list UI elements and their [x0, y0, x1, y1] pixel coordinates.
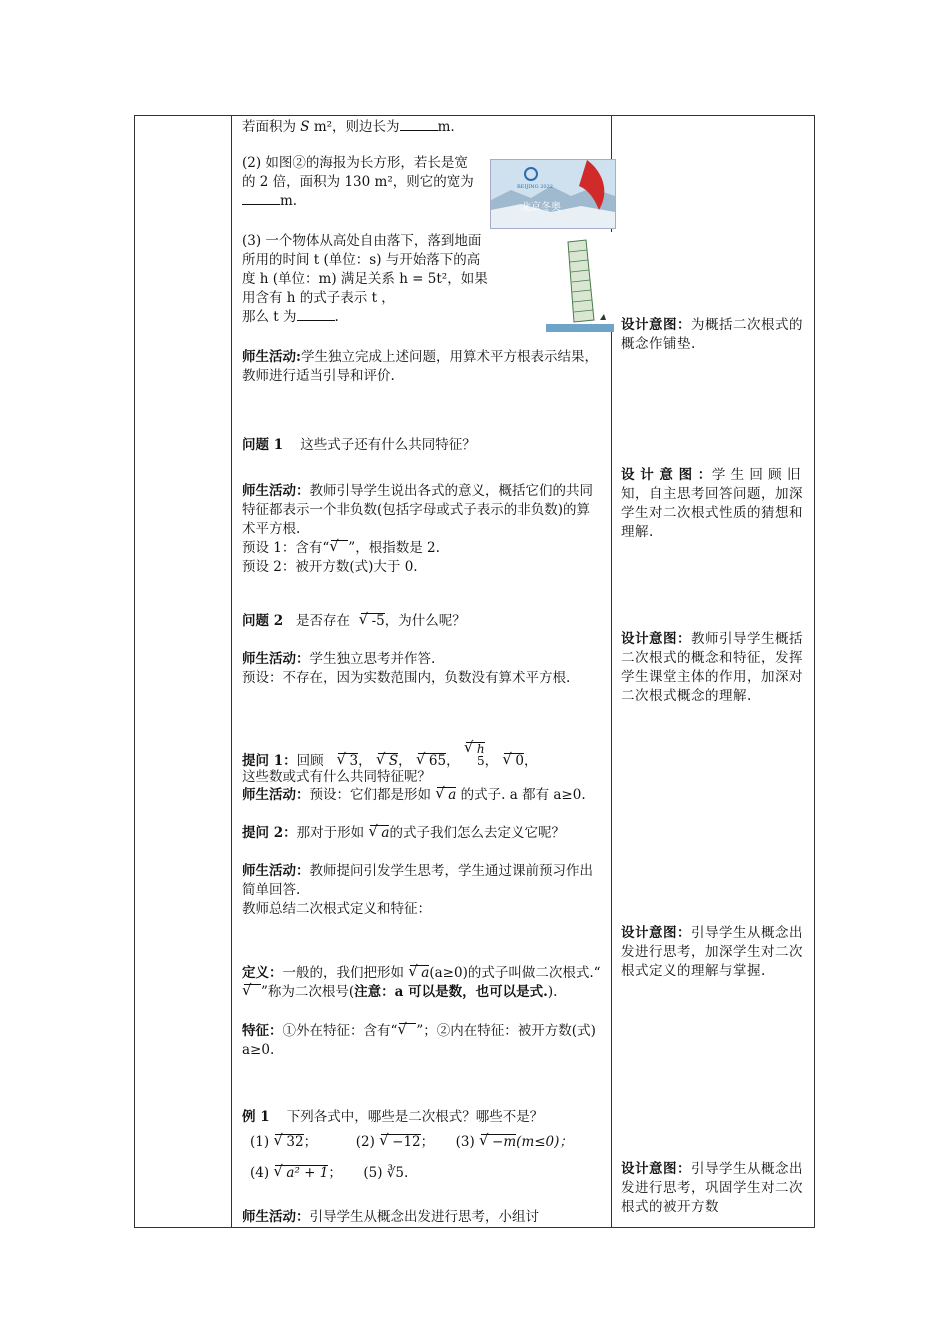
activity-text: 学生独立完成上述问题，用算术平方根表示结果，教师进行适当引导和评价. [242, 349, 598, 384]
sqrt-3: √ 3 [338, 753, 358, 769]
definition-text-a: 一般的，我们把形如 [282, 965, 404, 981]
poster-label: 北京冬奥 [521, 202, 561, 213]
ask-line-2: 这些数或式有什么共同特征呢？ [242, 769, 431, 785]
radical-symbol [331, 540, 348, 556]
preset-2: 预设 2：被开方数(式)大于 0. [242, 559, 418, 575]
problem-label: 问题 2 [242, 613, 284, 629]
q3-line-2: 所用的时间 t (单位：s) 与开始落下的高 [242, 252, 481, 268]
activity-summary: 教师总结二次根式定义和特征： [242, 901, 431, 917]
design-intent-3 [621, 630, 809, 706]
frac-den: 5 [476, 754, 485, 768]
feature [242, 1022, 602, 1060]
item-label: (3) [455, 1134, 475, 1150]
example-1 [242, 1108, 602, 1183]
frac-num: h [476, 742, 485, 756]
intent-label: 设 计 意 图 ： [621, 467, 712, 483]
feature-text-a: ①外在特征：含有“ [282, 1023, 398, 1039]
intent-label: 设计意图： [621, 925, 691, 941]
intent-text: 引导学生从概念出发进行思考，加深学生对二次根式定义的理解与掌握. [621, 925, 803, 979]
sep: ； [420, 1134, 435, 1150]
item-label: (1) [250, 1134, 270, 1150]
sqrt-a: √ a [410, 965, 429, 981]
sep: ； [328, 1165, 342, 1181]
activity-text: 教师引导学生说出各式的意义，概括它们的共同特征都表示一个非负数(包括字母或式子表示的非负数)的算术平方根. [242, 483, 593, 537]
activity-5 [242, 862, 602, 919]
problem-text: 这些式子还有什么共同特征？ [300, 437, 476, 453]
problem-text-a: 是否存在 [295, 613, 350, 629]
definition [242, 964, 602, 1002]
intro-text-b: m²，则边长为 [313, 119, 400, 135]
item-label: (4) [250, 1165, 270, 1181]
preset-1-b: ”，根指数是 2. [348, 540, 440, 556]
sep: ； [303, 1134, 318, 1150]
intent-text: 为概括二次根式的概念作铺垫. [621, 317, 803, 352]
intro-text-a: 若面积为 [242, 119, 296, 135]
intro-line [242, 118, 602, 137]
sqrt-neg-m: √ −m [481, 1134, 516, 1150]
radical-symbol [244, 984, 261, 1000]
item-label: (2) [355, 1134, 375, 1150]
q3-line-4: 用含有 h 的式子表示 t ， [242, 290, 395, 306]
intent-text: 引导学生从概念出发进行思考，巩固学生对二次根式的被开方数 [621, 1161, 803, 1215]
blank [242, 192, 280, 205]
design-intent-4 [621, 924, 809, 981]
question-3 [242, 232, 542, 327]
poster-logo-text: BEIJING 2022 [517, 184, 553, 190]
activity-label: 师生活动： [242, 863, 310, 879]
ask-text: 回顾 [296, 753, 324, 769]
intent-label: 设计意图： [621, 317, 691, 333]
ask-text-b: 的式子我们怎么去定义它呢？ [389, 825, 565, 841]
definition-label: 定义： [242, 965, 283, 981]
example-label: 例 1 [242, 1109, 270, 1125]
problem-2 [242, 612, 602, 631]
design-intent-1 [621, 316, 809, 354]
sqrt-32: √ 32 [275, 1134, 303, 1150]
sqrt-a: √ a [437, 787, 456, 803]
activity-label: 师生活动: [242, 349, 301, 365]
ask-text-a: 那对于形如 [296, 825, 365, 841]
activity-text-b: 的式子. a 都有 a≥0. [460, 787, 586, 803]
definition-note: 注意：a 可以是数，也可以是式. [354, 984, 548, 1000]
activity-4 [242, 786, 602, 805]
q3-line-5-end: . [334, 309, 339, 325]
problem-1 [242, 436, 602, 455]
activity-text-a: 预设：它们都是形如 [309, 787, 431, 803]
sqrt-s: √ S [378, 753, 398, 769]
lesson-table [134, 115, 815, 1228]
sqrt-a2-plus-1: √ a² + 1 [275, 1165, 328, 1181]
blank [400, 118, 438, 131]
item-label: (5) [363, 1165, 383, 1181]
q2-end: m. [280, 193, 298, 209]
design-intent-5 [621, 1160, 809, 1217]
intent-text: 教师引导学生概括二次根式的概念和特征，发挥学生课堂主体的作用，加深对二次根式概念的理解. [621, 631, 803, 704]
ask-label: 提问 2： [242, 825, 297, 841]
feature-text-b: ”；②内在特征：被开方数(式) a≥0. [242, 1023, 596, 1058]
cbrt-5: ∛5. [386, 1165, 409, 1181]
activity-label: 师生活动： [242, 483, 310, 499]
q3-line-1: (3) 一个物体从高处自由落下，落到地面 [242, 233, 482, 249]
tower-image [546, 232, 614, 332]
intro-text-c: m. [437, 119, 455, 135]
sqrt-h-over-5 [466, 742, 485, 767]
intro-var: S [300, 119, 310, 135]
activity-label: 师生活动： [242, 787, 310, 803]
problem-label: 问题 1 [242, 437, 284, 453]
preset-1-a: 预设 1：含有“ [242, 540, 330, 556]
q3-line-5: 那么 t 为 [242, 309, 297, 325]
activity-1 [242, 348, 602, 386]
activity-text: 引导学生从概念出发进行思考，小组讨 [309, 1209, 539, 1225]
blank [297, 308, 335, 321]
problem-text-b: ，为什么呢？ [384, 613, 466, 629]
definition-text-b: (a≥0)的式子叫做二次根式.“ [429, 965, 601, 981]
ask-2 [242, 824, 602, 843]
intent-label: 设计意图： [621, 1161, 691, 1177]
sqrt-a: √ a [370, 825, 389, 841]
feature-label: 特征： [242, 1023, 283, 1039]
example-text: 下列各式中，哪些是二次根式？哪些不是？ [286, 1109, 544, 1125]
sqrt-0: √ 0 [504, 753, 524, 769]
intent-text: 学 生 回 顾 旧知，自主思考回答问题，加深学生对二次根式性质的猜想和理解. [621, 467, 803, 540]
activity-6 [242, 1208, 602, 1227]
activity-label: 师生活动： [242, 1209, 310, 1225]
sqrt-65: √ 65 [418, 753, 446, 769]
activity-label: 师生活动： [242, 651, 310, 667]
ask-1: 提问 1：回顾 √ 3， √ S， √ 65， √ h 5， √ 0， 这些数或式有什么共同特征呢？ [242, 742, 602, 787]
activity-3 [242, 650, 602, 688]
definition-text-d: ). [547, 984, 558, 1000]
design-intent-2 [621, 466, 809, 542]
column-divider-1 [231, 116, 232, 1227]
intent-label: 设计意图： [621, 631, 691, 647]
condition: (m≤0)； [516, 1134, 573, 1150]
ask-label: 提问 1： [242, 753, 297, 769]
radical-symbol [399, 1023, 416, 1039]
definition-text-c: ”称为二次根号( [261, 984, 355, 1000]
poster-image [490, 159, 616, 229]
q3-line-3: 度 h (单位：m) 满足关系 h = 5t²，如果 [242, 271, 488, 287]
sqrt-neg12: √ −12 [381, 1134, 421, 1150]
activity-text: 学生独立思考并作答. [309, 651, 436, 667]
activity-2 [242, 482, 602, 577]
activity-text: 教师提问引发学生思考，学生通过课前预习作出简单回答. [242, 863, 593, 898]
question-2 [242, 154, 478, 211]
sqrt-neg5: √ -5 [361, 613, 385, 629]
q2-text: (2) 如图②的海报为长方形，若长是宽的 2 倍，面积为 130 m²，则它的宽为 [242, 155, 474, 190]
activity-preset: 预设：不存在，因为实数范围内，负数没有算术平方根. [242, 670, 571, 686]
